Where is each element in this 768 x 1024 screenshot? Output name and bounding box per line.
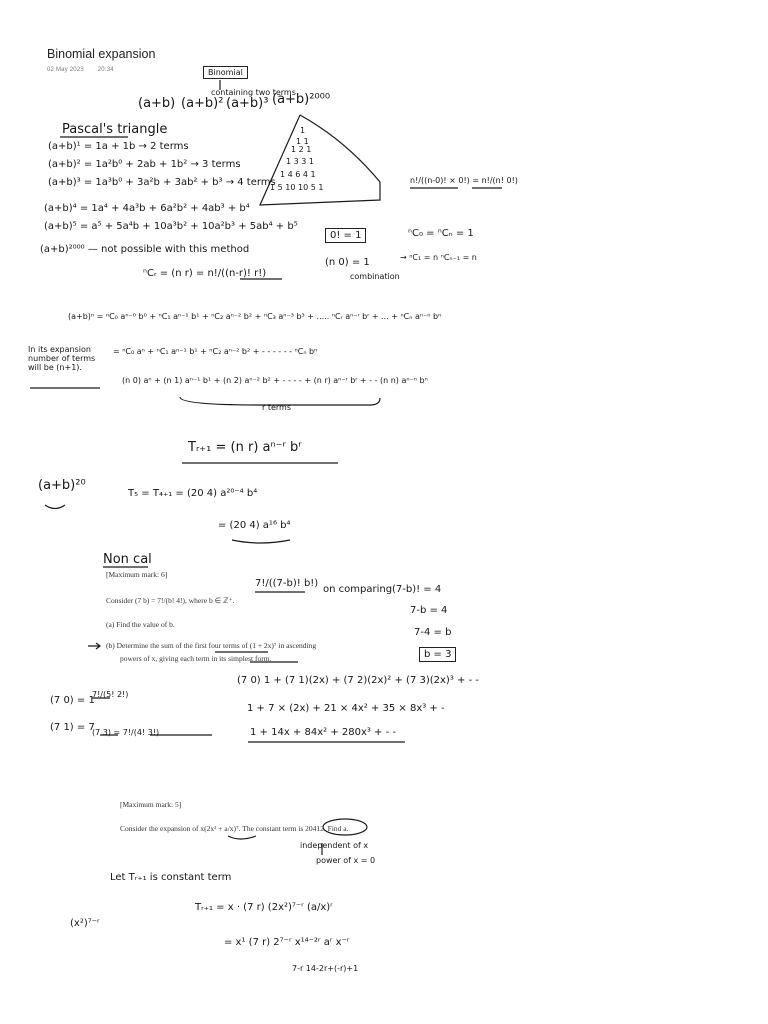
zero-factorial: 0! = 1: [325, 228, 366, 243]
example-4: (a+b)²⁰⁰⁰: [272, 92, 331, 107]
nc1-note: → ⁿC₁ = n ⁿCₙ₋₁ = n: [400, 253, 477, 262]
combo-work-3: (7 1) = 7: [50, 722, 95, 733]
combo-work-1: (7 0) = 1: [50, 695, 95, 706]
pascal-row-3: (a+b)³ = 1a³b⁰ + 3a²b + 3ab² + b³ → 4 terms: [48, 177, 276, 188]
pascal-title: Pascal's triangle: [62, 122, 168, 137]
side-note: In its expansion number of terms will be (n+1).: [28, 345, 96, 372]
comparison-fraction: 7!/((7-b)! b!): [255, 578, 319, 589]
t5-result: = (20 4) a¹⁶ b⁴: [218, 520, 291, 531]
expansion-line-3: (n 0) aⁿ + (n 1) aⁿ⁻¹ b¹ + (n 2) aⁿ⁻² b² + - - - - + (n r) aⁿ⁻ʳ bʳ + - - (n n) aⁿ⁻ⁿ bⁿ: [122, 376, 428, 385]
binomial-note: containing two terms: [211, 88, 296, 97]
combo-work-2: 7!/(5! 2!): [92, 690, 129, 699]
pascal-row-5: (a+b)⁵ = a⁵ + 5a⁴b + 10a³b² + 10a²b³ + 5ab⁴ + b⁵: [44, 221, 298, 232]
factorial-note: n!/((n-0)! × 0!) = n!/(n! 0!): [410, 176, 518, 185]
solve-step-1: (7-b)! = 4: [392, 584, 442, 595]
pascal-row-2: (a+b)² = 1a²b⁰ + 2ab + 1b² → 3 terms: [48, 159, 241, 170]
q1-mark: [Maximum mark: 6]: [106, 570, 168, 579]
sum-line-1: (7 0) 1 + (7 1)(2x) + (7 2)(2x)² + (7 3)(2x)³ + - -: [237, 675, 479, 686]
combination-label: combination: [350, 272, 400, 281]
power-zero-note: power of x = 0: [316, 856, 376, 865]
sum-line-3: 1 + 14x + 84x² + 280x³ + - -: [250, 727, 397, 738]
general-term: Tᵣ₊₁ = (n r) aⁿ⁻ʳ bʳ: [188, 440, 302, 455]
q2-mark: [Maximum mark: 5]: [120, 800, 182, 809]
solve-step-4: b = 3: [419, 647, 456, 662]
q1-part-b-line1: (b) Determine the sum of the first four terms of (1 + 2x)⁷ in ascending: [106, 641, 317, 650]
solve-step-3: 7-4 = b: [414, 627, 452, 638]
q1-part-b-line2: powers of x, giving each term in its simplest form.: [120, 654, 272, 663]
triangle-row-3: 1 2 1: [291, 145, 312, 154]
n-choose-0: (n 0) = 1: [325, 257, 370, 268]
example-1: (a+b): [138, 96, 176, 111]
expansion-line-1: (a+b)ⁿ = ⁿC₀ aⁿ⁻⁰ b⁰ + ⁿC₁ aⁿ⁻¹ b¹ + ⁿC₂ aⁿ⁻² b² + ⁿC₃ aⁿ⁻³ b³ + ..... ⁿCᵣ aⁿ⁻ʳ bʳ + ... + ⁿCₙ aⁿ⁻ⁿ bⁿ: [68, 312, 442, 321]
triangle-row-5: 1 4 6 4 1: [280, 170, 316, 179]
note-title: Binomial expansion: [47, 47, 156, 61]
q1-consider: Consider (7 b) = 7!/(b! 4!), where b ∈ ℤ⁺.: [106, 596, 235, 605]
example-2: (a+b)²: [181, 96, 224, 111]
solve-step-2: 7-b = 4: [410, 605, 448, 616]
binomial-box: Binomial: [203, 66, 248, 79]
tr1-line: Tᵣ₊₁ = x · (7 r) (2x²)⁷⁻ʳ (a/x)ʳ: [195, 902, 333, 913]
pascal-row-1: (a+b)¹ = 1a + 1b → 2 terms: [48, 141, 189, 152]
ncr-formula: ⁿCᵣ = (n r) = n!/((n-r)! r!): [143, 268, 267, 279]
t5-line: T₅ = T₄₊₁ = (20 4) a²⁰⁻⁴ b⁴: [128, 488, 258, 499]
note-date: 02 May 2023: [47, 67, 84, 73]
combo-work-4: (7 3) = 7!/(4! 3!): [92, 728, 160, 737]
pascal-row-4: (a+b)⁴ = 1a⁴ + 4a³b + 6a²b² + 4ab³ + b⁴: [44, 203, 250, 214]
q1-part-a: (a) Find the value of b.: [106, 620, 175, 629]
triangle-row-4: 1 3 3 1: [286, 157, 314, 166]
tr1-line-2: = x¹ (7 r) 2⁷⁻ʳ x¹⁴⁻²ʳ aʳ x⁻ʳ: [224, 937, 350, 948]
let-line: Let Tᵣ₊₁ is constant term: [110, 872, 232, 883]
ab20-label: (a+b)²⁰: [38, 478, 86, 493]
pascal-row-6: (a+b)²⁰⁰⁰ — not possible with this method: [40, 244, 250, 255]
triangle-row-1: 1: [300, 126, 306, 135]
triangle-row-2: 1 1: [296, 137, 309, 146]
non-calc-label: Non cal: [103, 552, 152, 567]
note-time: 20:34: [97, 67, 114, 73]
expansion-line-2: = ⁿC₀ aⁿ + ⁿC₁ aⁿ⁻¹ b¹ + ⁿC₂ aⁿ⁻² b² + - - - - - - ⁿCₙ bⁿ: [113, 347, 318, 356]
on-comparing: on comparing: [323, 584, 393, 595]
bottom-partial: 7-r 14-2r+(-r)+1: [292, 964, 359, 973]
independent-note: independent of x: [300, 841, 369, 850]
x2-note: (x²)⁷⁻ʳ: [70, 918, 100, 929]
example-3: (a+b)³: [226, 96, 269, 111]
triangle-row-6: 1 5 10 10 5 1: [270, 183, 324, 192]
r-terms-label: r terms: [262, 403, 291, 412]
q2-text: Consider the expansion of x(2x² + a/x)⁷. The constant term is 20412. Find a.: [120, 824, 349, 833]
sum-line-2: 1 + 7 × (2x) + 21 × 4x² + 35 × 8x³ + -: [247, 703, 445, 714]
nc0-ncn: ⁿC₀ = ⁿCₙ = 1: [408, 228, 474, 239]
